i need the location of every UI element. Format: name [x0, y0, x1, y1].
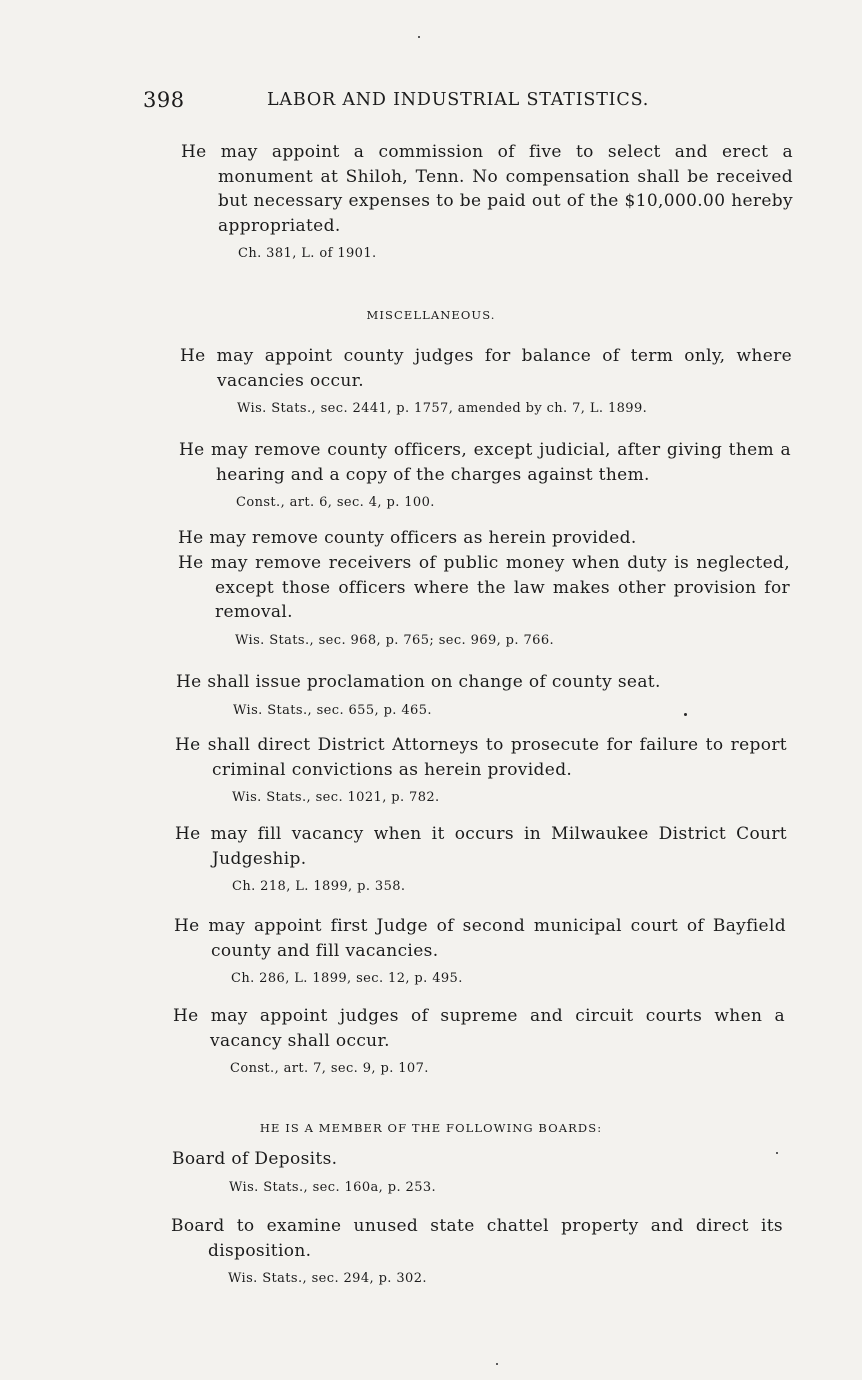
page-number: 398 — [143, 88, 185, 112]
entry-citation: Ch. 286, L. 1899, sec. 12, p. 495. — [231, 971, 463, 986]
entry-text: He may remove county officers as herein provided. — [178, 528, 637, 548]
entry-citation: Wis. Stats., sec. 2441, p. 1757, amended by ch. 7, L. 1899. — [237, 401, 648, 416]
entry-bayfield-judge — [174, 914, 786, 986]
entry-citation: Wis. Stats., sec. 1021, p. 782. — [232, 790, 440, 805]
entry-text: He may appoint first Judge of second municipal court of Bayfield county and fill vacancies. — [174, 916, 786, 961]
entry-citation: Const., art. 7, sec. 9, p. 107. — [230, 1061, 429, 1076]
section-heading-miscellaneous: MISCELLANEOUS. — [366, 308, 496, 322]
entry-text: He may fill vacancy when it occurs in Milwaukee District Court Judgeship. — [175, 824, 787, 869]
scan-speck — [496, 1363, 498, 1365]
entry-citation: Ch. 218, L. 1899, p. 358. — [232, 879, 406, 894]
entry-text: Board of Deposits. — [172, 1149, 338, 1169]
section-heading-boards: HE IS A MEMBER OF THE FOLLOWING BOARDS: — [259, 1121, 603, 1135]
entry-citation: Wis. Stats., sec. 655, p. 465. — [233, 702, 432, 718]
entry-text: He may appoint a commission of five to select and erect a monument at Shiloh, Tenn. No compensation shall be received but necessary expenses to be paid out of the $10,000.00 hereby appropriated. — [181, 142, 793, 236]
scan-speck — [776, 1152, 778, 1154]
entry-board-of-deposits — [172, 1147, 784, 1195]
entry-text: Board to examine unused state chattel property and direct its disposition. — [171, 1216, 783, 1261]
entry-text: He may appoint county judges for balance of term only, where vacancies occur. — [180, 346, 792, 391]
running-title: LABOR AND INDUSTRIAL STATISTICS. — [267, 90, 650, 110]
scan-speck — [684, 713, 687, 716]
entry-citation: Ch. 381, L. of 1901. — [238, 246, 377, 261]
entry-proclamation — [176, 670, 788, 718]
entry-board-chattel-property — [171, 1214, 783, 1286]
entry-text: He may appoint judges of supreme and circuit courts when a vacancy shall occur. — [173, 1006, 785, 1051]
entry-supreme-circuit-judges — [173, 1004, 785, 1076]
entry-remove-officers-provided — [178, 526, 790, 551]
entry-remove-receivers — [178, 551, 790, 648]
entry-citation: Wis. Stats., sec. 294, p. 302. — [228, 1271, 427, 1286]
entry-county-judges — [180, 344, 792, 416]
entry-citation: Wis. Stats., sec. 968, p. 765; sec. 969, p. 766. — [235, 632, 555, 648]
entry-text: He may remove receivers of public money when duty is neglected, except those officers where the law makes other provision for removal. — [178, 553, 790, 622]
entry-text: He may remove county officers, except judicial, after giving them a hearing and a copy of the charges against them. — [179, 440, 791, 485]
entry-text: He shall issue proclamation on change of county seat. — [176, 672, 661, 692]
entry-shiloh-commission — [181, 140, 793, 261]
entry-milwaukee-vacancy — [175, 822, 787, 894]
entry-citation: Const., art. 6, sec. 4, p. 100. — [236, 495, 435, 510]
entry-remove-county-officers — [179, 438, 791, 510]
entry-text: He shall direct District Attorneys to prosecute for failure to report criminal convictions as herein provided. — [175, 735, 787, 780]
entry-district-attorneys — [175, 733, 787, 805]
entry-citation: Wis. Stats., sec. 160a, p. 253. — [229, 1179, 437, 1195]
scan-speck — [418, 36, 420, 38]
page-header — [143, 88, 783, 118]
